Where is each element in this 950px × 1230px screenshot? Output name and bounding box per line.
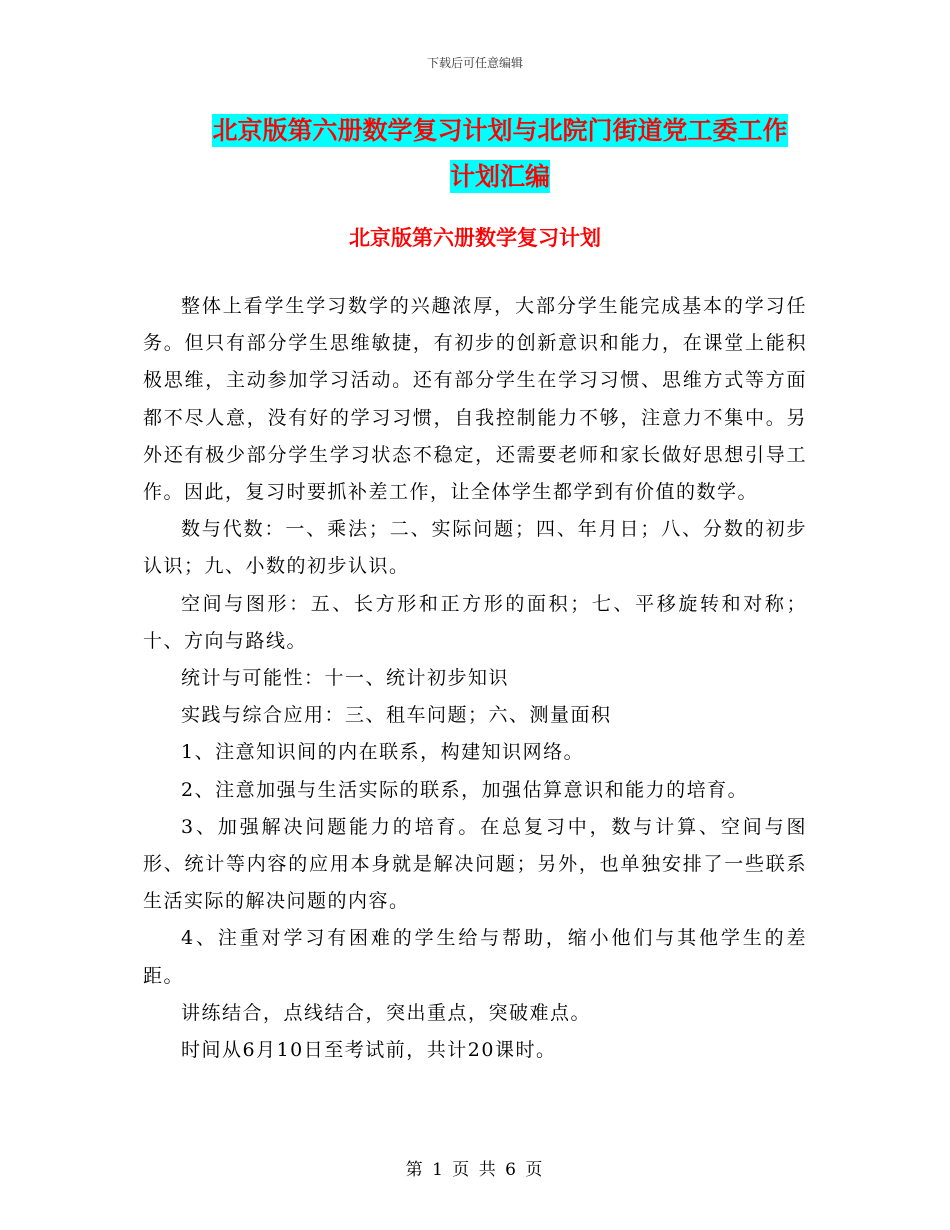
paragraph: 3、加强解决问题能力的培育。在总复习中，数与计算、空间与图形、统计等内容的应用本身就是解决问题；另外，也单独安排了一些联系生活实际的解决问题的内容。 bbox=[143, 815, 807, 913]
paragraph: 实践与综合应用：三、租车问题；六、测量面积 bbox=[181, 704, 612, 727]
paragraph: 整体上看学生学习数学的兴趣浓厚，大部分学生能完成基本的学习任务。但只有部分学生思维敏捷，有初步的创新意识和能力，在课堂上能积极思维，主动参加学习活动。还有部分学生在学习习惯、思维方式等方面都不尽人意，没有好的学习习惯，自我控制能力不够，注意力不集中。另外还有极少部分学生学习状态不稳定，还需要老师和家长做好思想引导工作。因此，复习时要抓补差工作，让全体学生都学到有价值的数学。 bbox=[143, 295, 807, 504]
section-title: 北京版第六册数学复习计划 bbox=[349, 226, 601, 250]
paragraph: 1、注意知识间的内在联系，构建知识网络。 bbox=[181, 741, 585, 764]
main-title-line-2: 计划汇编 bbox=[449, 162, 550, 191]
paragraph: 4、注重对学习有困难的学生给与帮助，缩小他们与其他学生的差距。 bbox=[143, 927, 807, 987]
main-title-line-1: 北京版第六册数学复习计划与北院门街道党工委工作 bbox=[212, 116, 788, 145]
main-title bbox=[180, 108, 820, 200]
paragraph: 讲练结合，点线结合，突出重点，突破难点。 bbox=[181, 1001, 592, 1024]
page-number: 第 1 页 共 6 页 bbox=[405, 1160, 545, 1180]
paragraph: 时间从6月10日至考试前，共计20课时。 bbox=[181, 1039, 557, 1062]
header-note: 下载后可任意编辑 bbox=[426, 56, 523, 70]
paragraph: 空间与图形：五、长方形和正方形的面积；七、平移旋转和对称；十、方向与路线。 bbox=[143, 592, 807, 652]
body-text bbox=[143, 288, 807, 1069]
paragraph: 统计与可能性：十一、统计初步知识 bbox=[181, 667, 510, 690]
paragraph: 数与代数：一、乘法；二、实际问题；四、年月日；八、分数的初步认识；九、小数的初步认识。 bbox=[143, 518, 807, 578]
paragraph: 2、注意加强与生活实际的联系，加强估算意识和能力的培育。 bbox=[181, 778, 749, 801]
